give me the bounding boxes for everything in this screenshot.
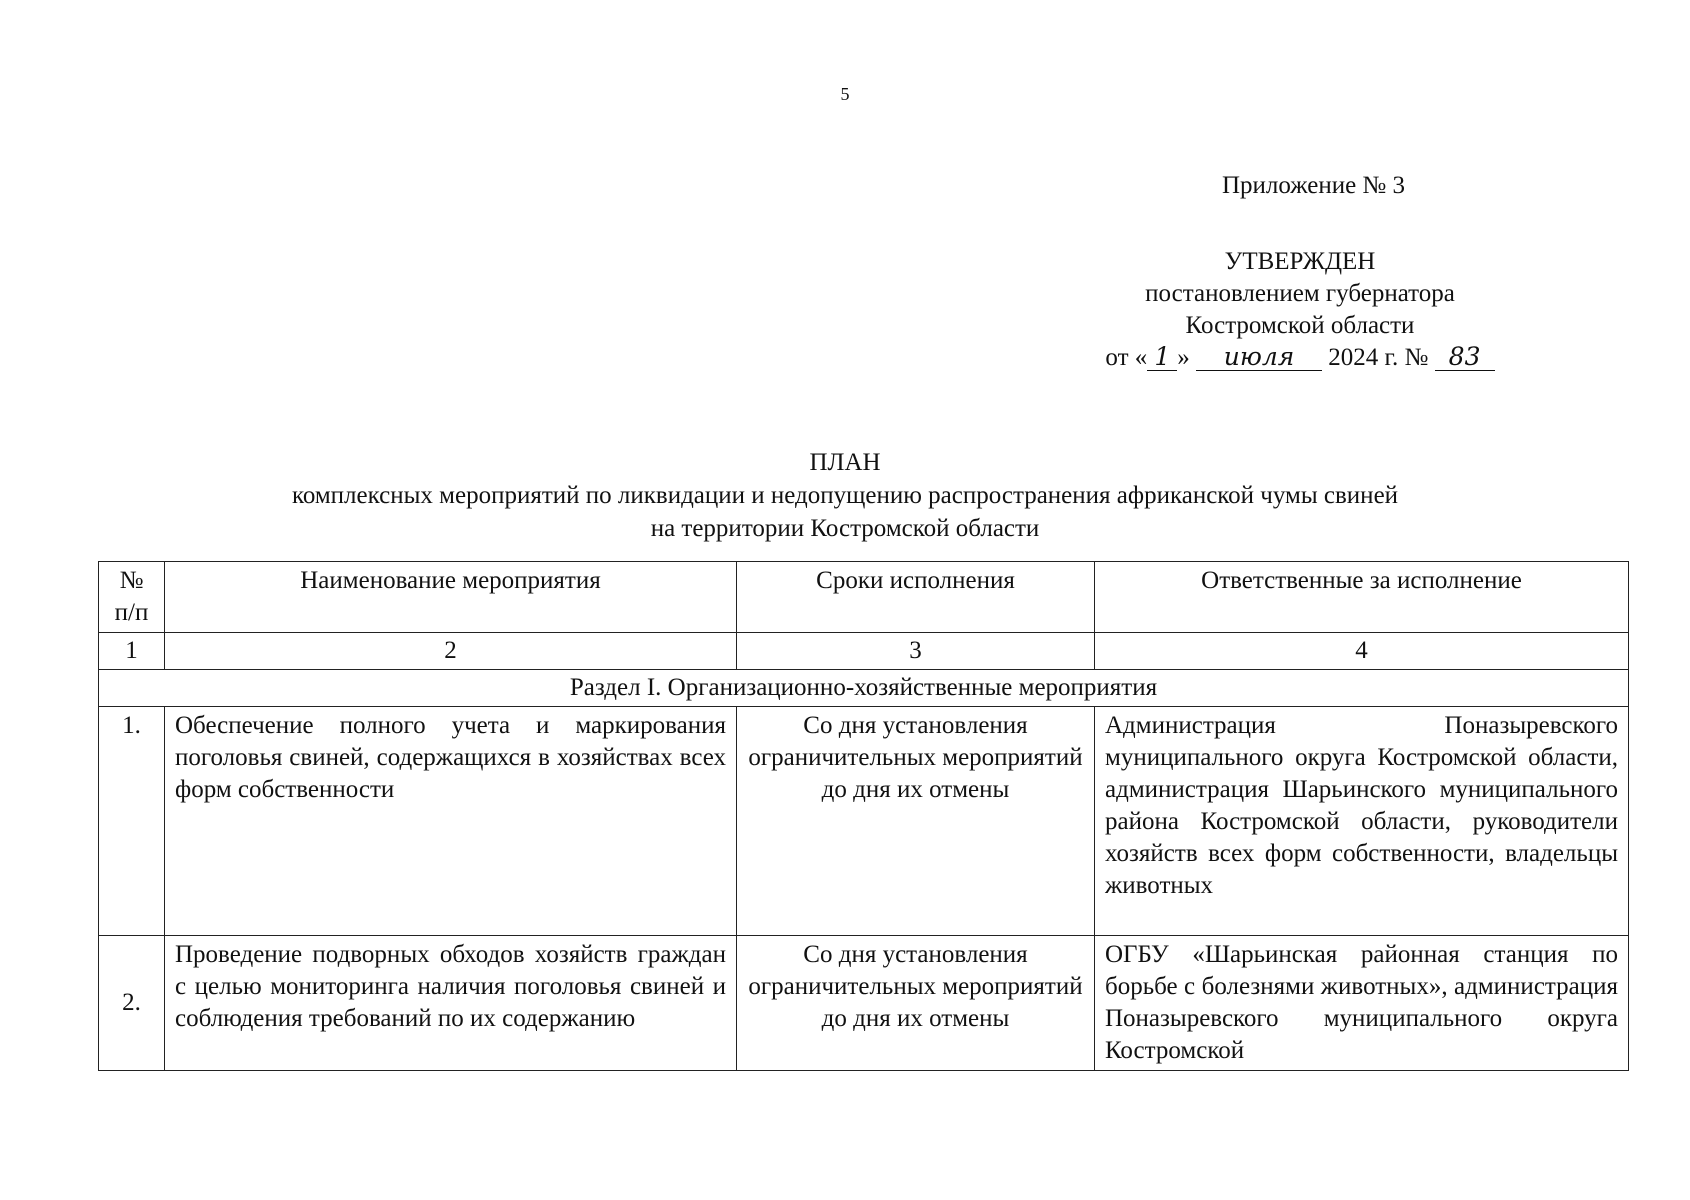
column-number: 2	[165, 633, 737, 670]
approval-title: УТВЕРЖДЕН	[1224, 248, 1376, 275]
column-number: 4	[1095, 633, 1629, 670]
document-heading	[0, 446, 1690, 545]
section-row	[99, 670, 1629, 707]
row-term: Со дня установления ограничительных мероприятий до дня их отмены	[737, 936, 1095, 1071]
table-row	[99, 707, 1629, 936]
approval-line-1: постановлением губернатора	[1145, 280, 1455, 307]
plan-table	[98, 561, 1629, 1071]
row-activity: Проведение подворных обходов хозяйств граждан с целью мониторинга наличия поголовья свиней и соблюдения требований по их содержанию	[165, 936, 737, 1071]
table-row	[99, 936, 1629, 1071]
handwritten-day: 1	[1147, 344, 1177, 371]
approval-line-2: Костромской области	[1185, 312, 1415, 339]
header-num: № п/п	[99, 562, 165, 633]
column-number-row	[99, 633, 1629, 670]
column-number: 1	[99, 633, 165, 670]
date-mid: »	[1177, 344, 1190, 371]
column-number: 3	[737, 633, 1095, 670]
row-number: 2.	[99, 936, 165, 1071]
table-header-row	[99, 562, 1629, 633]
handwritten-month: июля	[1196, 344, 1322, 371]
row-activity: Обеспечение полного учета и маркирования поголовья свиней, содержащихся в хозяйствах всех форм собственности	[165, 707, 737, 936]
date-prefix: от «	[1105, 344, 1148, 371]
row-responsible: Администрация Поназыревского муниципального округа Костромской области, администрация Шарьинского муниципального района Костромской области, руководители хозяйств всех форм собственности, владельцы животных	[1095, 707, 1629, 936]
row-number: 1.	[99, 707, 165, 936]
header-term: Сроки исполнения	[737, 562, 1095, 633]
document-subtitle-1: комплексных мероприятий по ликвидации и недопущению распространения африканской чумы свиней	[291, 482, 1399, 509]
approval-date-line	[1080, 342, 1520, 374]
approval-block	[1080, 246, 1520, 374]
page-number: 5	[840, 84, 850, 104]
handwritten-number: 83	[1435, 344, 1495, 371]
document-title: ПЛАН	[809, 449, 881, 476]
header-responsible: Ответственные за исполнение	[1095, 562, 1629, 633]
document-subtitle-2: на территории Костромской области	[650, 515, 1040, 542]
header-name: Наименование мероприятия	[165, 562, 737, 633]
section-title: Раздел I. Организационно-хозяйственные мероприятия	[99, 670, 1629, 707]
row-responsible: ОГБУ «Шарьинская районная станция по борьбе с болезнями животных», администрация Поназыревского муниципального округа Костромской	[1095, 936, 1629, 1071]
appendix-label: Приложение № 3	[1222, 172, 1406, 199]
row-term: Со дня установления ограничительных мероприятий до дня их отмены	[737, 707, 1095, 936]
date-year: 2024 г. №	[1328, 344, 1429, 371]
